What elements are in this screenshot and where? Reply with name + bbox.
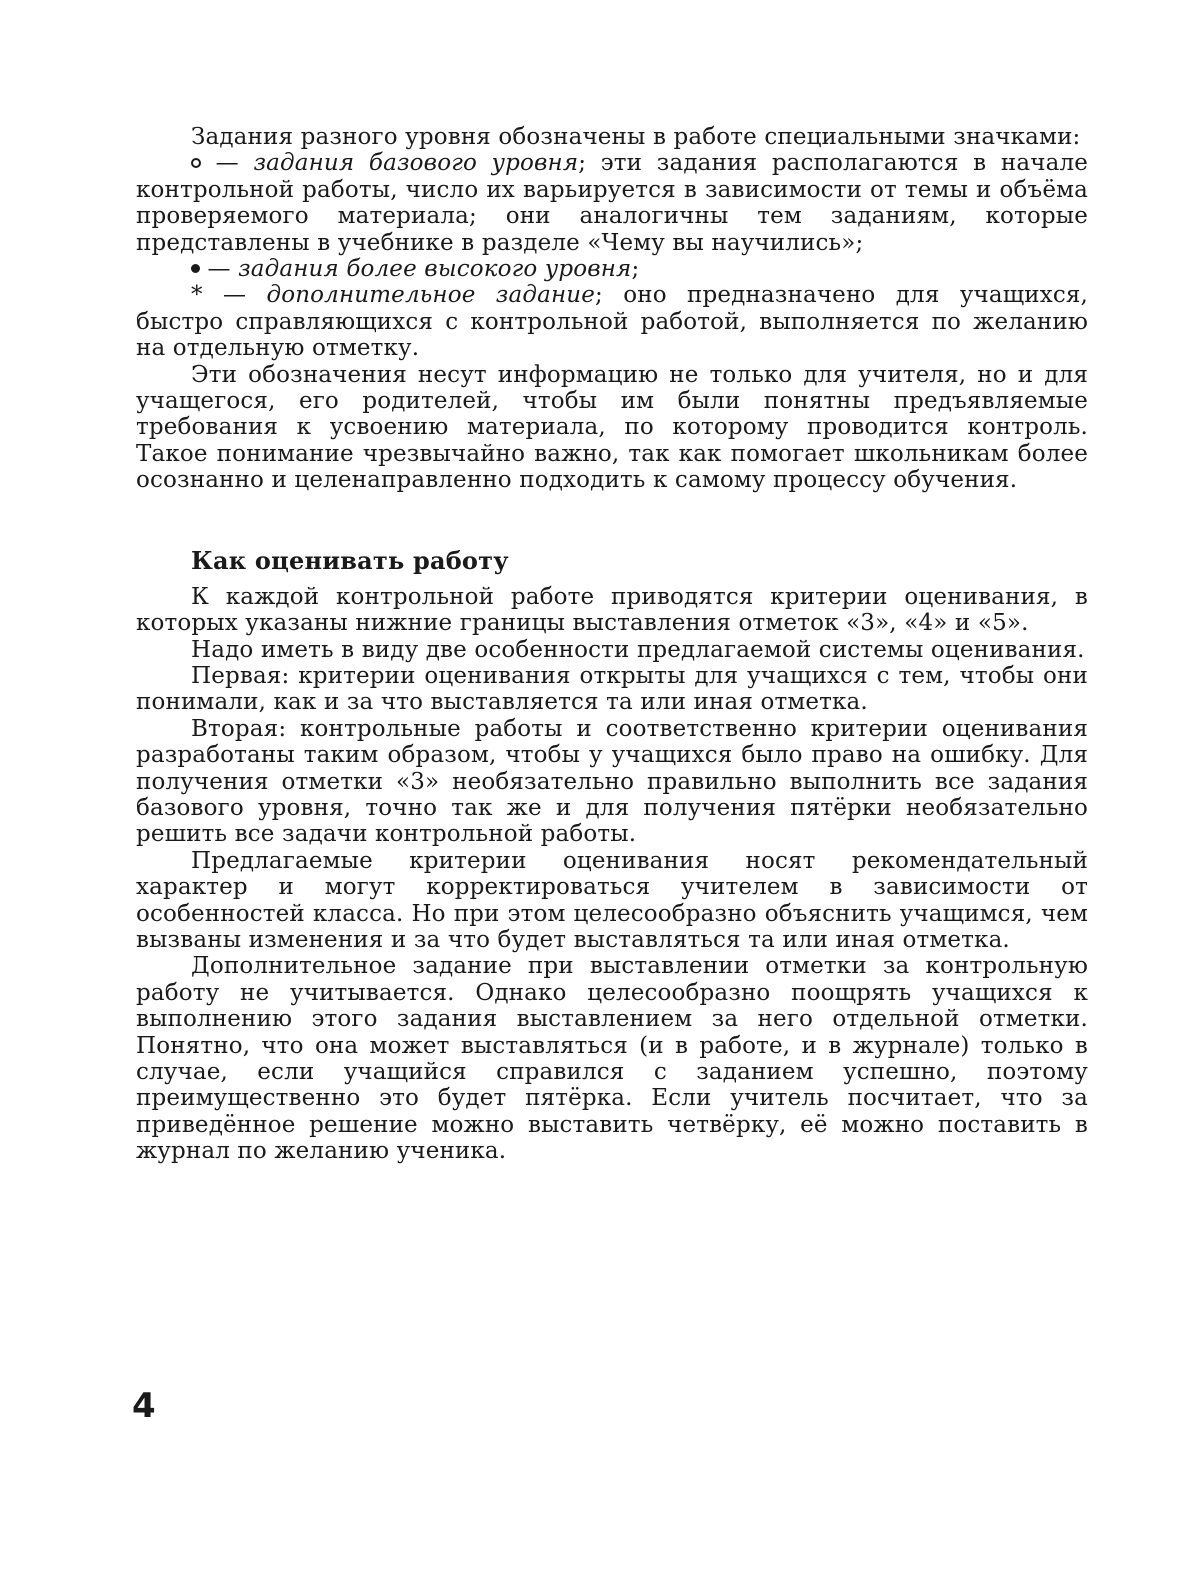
section-paragraph: К каждой контрольной работе приводятся критерии оценивания, в которых указаны нижние границы выставления отметок «3», «4» и «5». [136, 583, 1088, 637]
marker-text: ; эти задания располагаются в начале контрольной работы, число их варьируется в зависимости от темы и объёма проверяемого материала; они аналогичны тем заданиям, которые представлены в учебнике в разделе «Чему вы научились»; [136, 150, 1088, 256]
marker-dash: — [202, 282, 267, 309]
section-paragraph: Надо иметь в виду две особенности предлагаемой системы оценивания. [191, 636, 1085, 663]
marker-label: задания базового уровня [253, 150, 579, 177]
marker-text: ; [631, 256, 640, 283]
marker-label: задания более высокого уровня [238, 256, 632, 283]
asterisk-icon: * [191, 282, 203, 309]
page-number: 4 [132, 1386, 156, 1426]
open-circle-icon [191, 158, 201, 168]
section-paragraph: Дополнительное задание при выставлении отметки за контрольную работу не учитывается. Однако целесообразно поощрять учащихся к выполнению этого задания выставлением за него отдельной отметки. Понятно, что она может выставляться (и в работе, и в журнале) только в случае, если учащийся справился с заданием успешно, поэтому преимущественно это будет пятёрка. Если учитель посчитает, что за приведённое решение можно выставить четвёрку, её можно поставить в журнал по желанию ученика. [136, 953, 1088, 1165]
marker-dash: — [201, 150, 254, 177]
section-paragraph: Первая: критерии оценивания открыты для учащихся с тем, чтобы они понимали, как и за что выставляется та или иная отметка. [136, 662, 1088, 716]
section-paragraph: Вторая: контрольные работы и соответственно критерии оценивания разработаны таким образом, чтобы у учащихся было право на ошибку. Для получения отметки «3» необязательно правильно выполнить все задания базового уровня, точно так же и для получения пятёрки необязательно решить все задачи контрольной работы. [136, 715, 1088, 848]
intro-paragraph: Задания разного уровня обозначены в работе специальными значками: [191, 124, 1081, 150]
marker-label: дополнительное задание [266, 282, 595, 309]
section-paragraph: Предлагаемые критерии оценивания носят рекомендательный характер и могут корректироваться учителем в зависимости от особенностей класса. Но при этом целесообразно объяснить учащимся, чем вызваны изменения и за что будет выставляться та или иная отметка. [136, 847, 1088, 953]
section-heading: Как оценивать работу [191, 545, 509, 575]
marker-text: ; оно предназначено для учащихся, быстро справляющихся с контрольной работой, выполняется по желанию на отдельную отметку. [136, 282, 1089, 362]
marker-dash: — [200, 256, 239, 283]
filled-circle-icon [191, 264, 200, 273]
page-body [136, 124, 1088, 1165]
marker-additional-task [136, 282, 1088, 361]
marker-basic-level [136, 150, 1088, 256]
intro-paragraph: Эти обозначения несут информацию не только для учителя, но и для учащегося, его родителей, чтобы им были понятны предъявляемые требования к усвоению материала, по которому проводится контроль. Такое понимание чрезвычайно важно, так как помогает школьникам более осознанно и целенаправленно подходить к самому процессу обучения. [136, 361, 1088, 494]
marker-higher-level [136, 256, 1088, 282]
